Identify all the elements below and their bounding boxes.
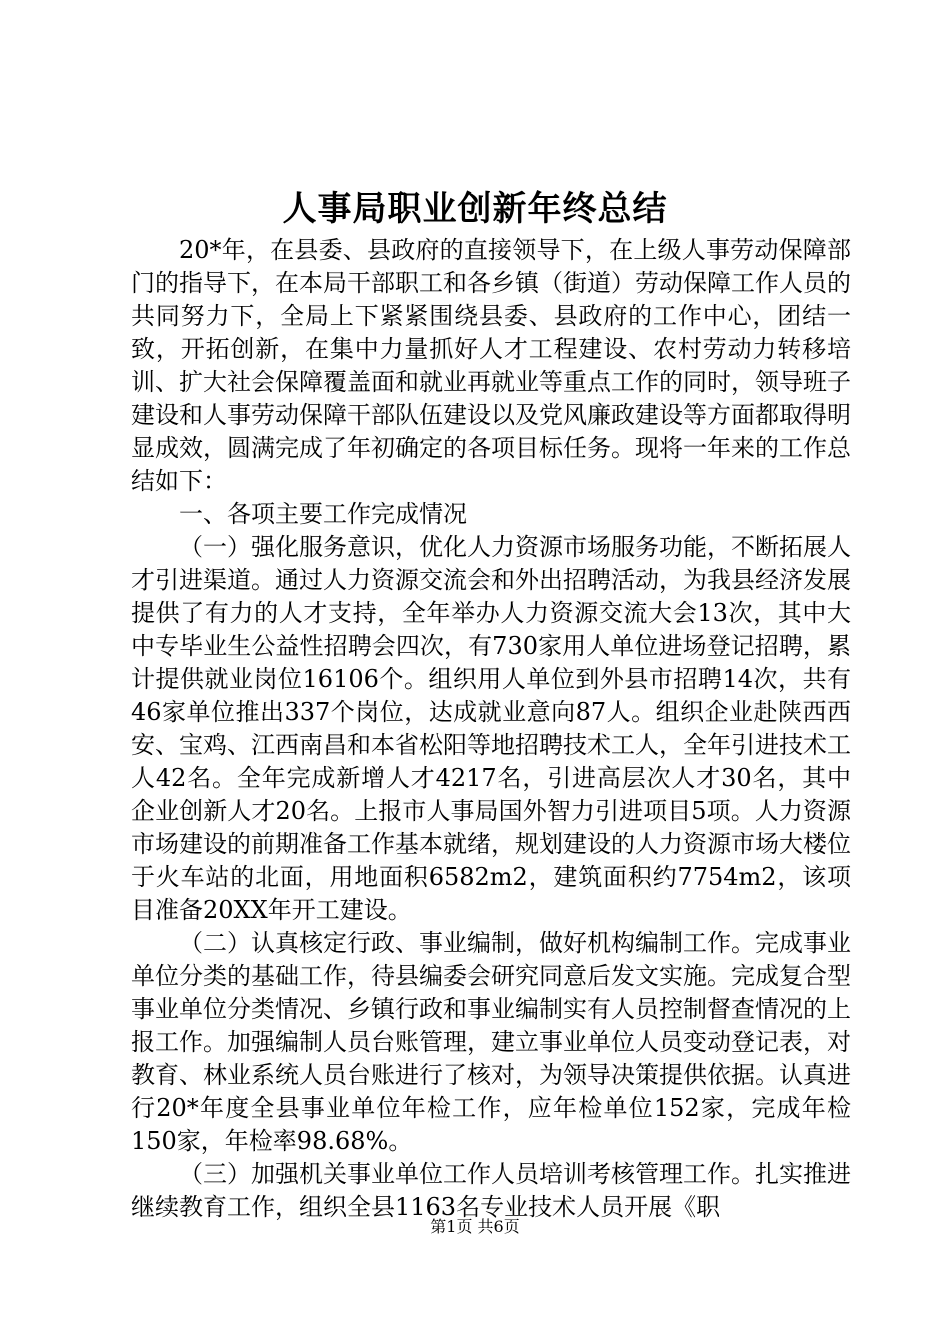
section-paragraph-1: （一）强化服务意识，优化人力资源市场服务功能，不断拓展人才引进渠道。通过人力资源交流会和外出招聘活动，为我县经济发展提供了有力的人才支持，全年举办人力资源交流大会13次，其中大中专毕业生公益性招聘会四次，有730家用人单位进场登记招聘，累计提供就业岗位16106个。组织用人单位到外县市招聘14次，共有46家单位推出337个岗位，达成就业意向87人。组织企业赴陕西西安、宝鸡、江西南昌和本省松阳等地招聘技术工人，全年引进技术工人42名。全年完成新增人才4217名，引进高层次人才30名，其中企业创新人才20名。上报市人事局国外智力引进项目5项。人力资源市场建设的前期准备工作基本就绪，规划建设的人力资源市场大楼位于火车站的北面，用地面积6582m2，建筑面积约7754m2，该项目准备20XX年开工建设。 [131,533,851,924]
section-paragraph-2: （二）认真核定行政、事业编制，做好机构编制工作。完成事业单位分类的基础工作，待县编委会研究同意后发文实施。完成复合型事业单位分类情况、乡镇行政和事业编制实有人员控制督查情况的上报工作。加强编制人员台账管理，建立事业单位人员变动登记表，对教育、林业系统人员台账进行了核对，为领导决策提供依据。认真进行20*年度全县事业单位年检工作，应年检单位152家，完成年检150家，年检率98.68%。 [131,929,851,1155]
document-title: 人事局职业创新年终总结 [282,189,668,229]
page-footer: 第1页 共6页 [430,1217,520,1236]
section-heading: 一、各项主要工作完成情况 [179,500,467,528]
document-body [131,234,851,1224]
intro-paragraph: 20*年，在县委、县政府的直接领导下，在上级人事劳动保障部门的指导下，在本局干部职工和各乡镇（街道）劳动保障工作人员的共同努力下，全局上下紧紧围绕县委、县政府的工作中心，团结一致，开拓创新，在集中力量抓好人才工程建设、农村劳动力转移培训、扩大社会保障覆盖面和就业再就业等重点工作的同时，领导班子建设和人事劳动保障干部队伍建设以及党风廉政建设等方面都取得明显成效，圆满完成了年初确定的各项目标任务。现将一年来的工作总结如下： [131,236,851,495]
section-paragraph-3: （三）加强机关事业单位工作人员培训考核管理工作。扎实推进继续教育工作，组织全县1163名专业技术人员开展《职 [131,1160,851,1221]
